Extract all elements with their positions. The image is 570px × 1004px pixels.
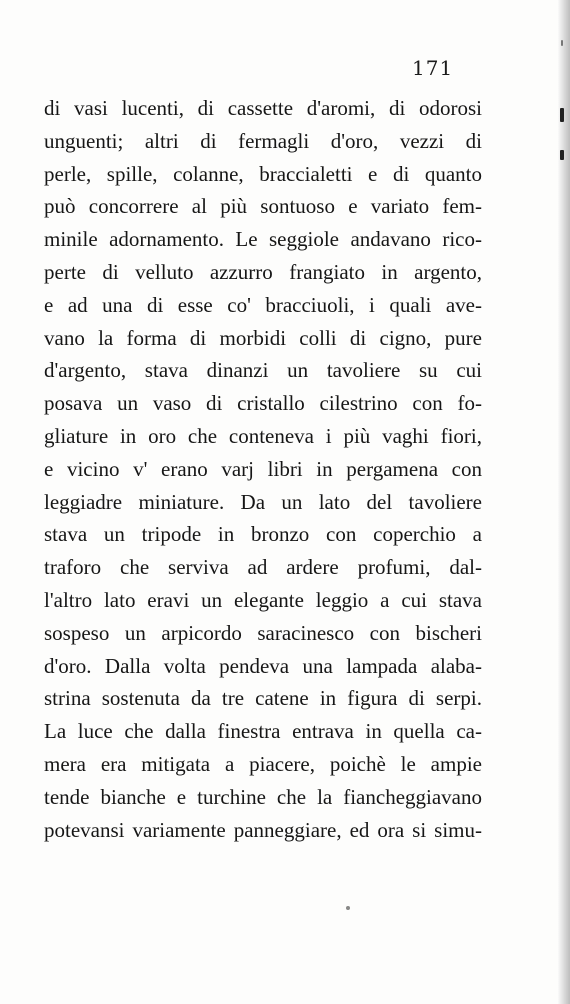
text-line: di vasi lucenti, di cassette d'aromi, di odorosi [44,96,482,120]
text-line: perle, spille, colanne, braccialetti e di quanto [44,161,482,186]
text-line: mera era mitigata a piacere, poichè le ampie [44,751,482,776]
text-line: minile adornamento. Le seggiole andavano rico- [44,227,482,252]
text-line: strina sostenuta da tre catene in figura di serpi. [44,686,482,711]
text-line: tende bianche e turchine che la fiancheggiavano [44,784,482,809]
text-line: e ad una di esse co' bracciuoli, i quali ave- [44,292,482,317]
text-line: l'altro lato eravi un elegante leggio a cui stava [44,587,482,612]
text-line: leggiadre miniature. Da un lato del tavoliere [44,489,482,514]
text-line: traforo che serviva ad ardere profumi, dal- [44,555,482,580]
text-line: d'oro. Dalla volta pendeva una lampada alaba- [44,653,482,678]
page-number: 171 [412,56,454,80]
text-line: d'argento, stava dinanzi un tavoliere su cui [44,358,482,383]
edge-mark [560,108,564,122]
paper-speck [346,906,350,910]
body-text [44,92,482,846]
text-line: e vicino v' erano varj libri in pergamena con [44,456,482,481]
text-line: può concorrere al più sontuoso e variato fem- [44,194,482,219]
page-gutter-shadow [558,0,570,1004]
text-line: unguenti; altri di fermagli d'oro, vezzi di [44,128,482,153]
edge-mark [561,40,563,46]
text-line: La luce che dalla finestra entrava in quella ca- [44,719,482,744]
text-line: potevansi variamente panneggiare, ed ora si simu- [44,817,482,842]
edge-mark [560,150,564,160]
text-line: stava un tripode in bronzo con coperchio a [44,522,482,547]
text-line: perte di velluto azzurro frangiato in argento, [44,259,482,284]
text-line: posava un vaso di cristallo cilestrino con fo- [44,391,482,416]
text-line: sospeso un arpicordo saracinesco con bischeri [44,620,482,645]
text-line: vano la forma di morbidi colli di cigno, pure [44,325,482,350]
text-line: gliature in oro che conteneva i più vaghi fiori, [44,423,482,448]
